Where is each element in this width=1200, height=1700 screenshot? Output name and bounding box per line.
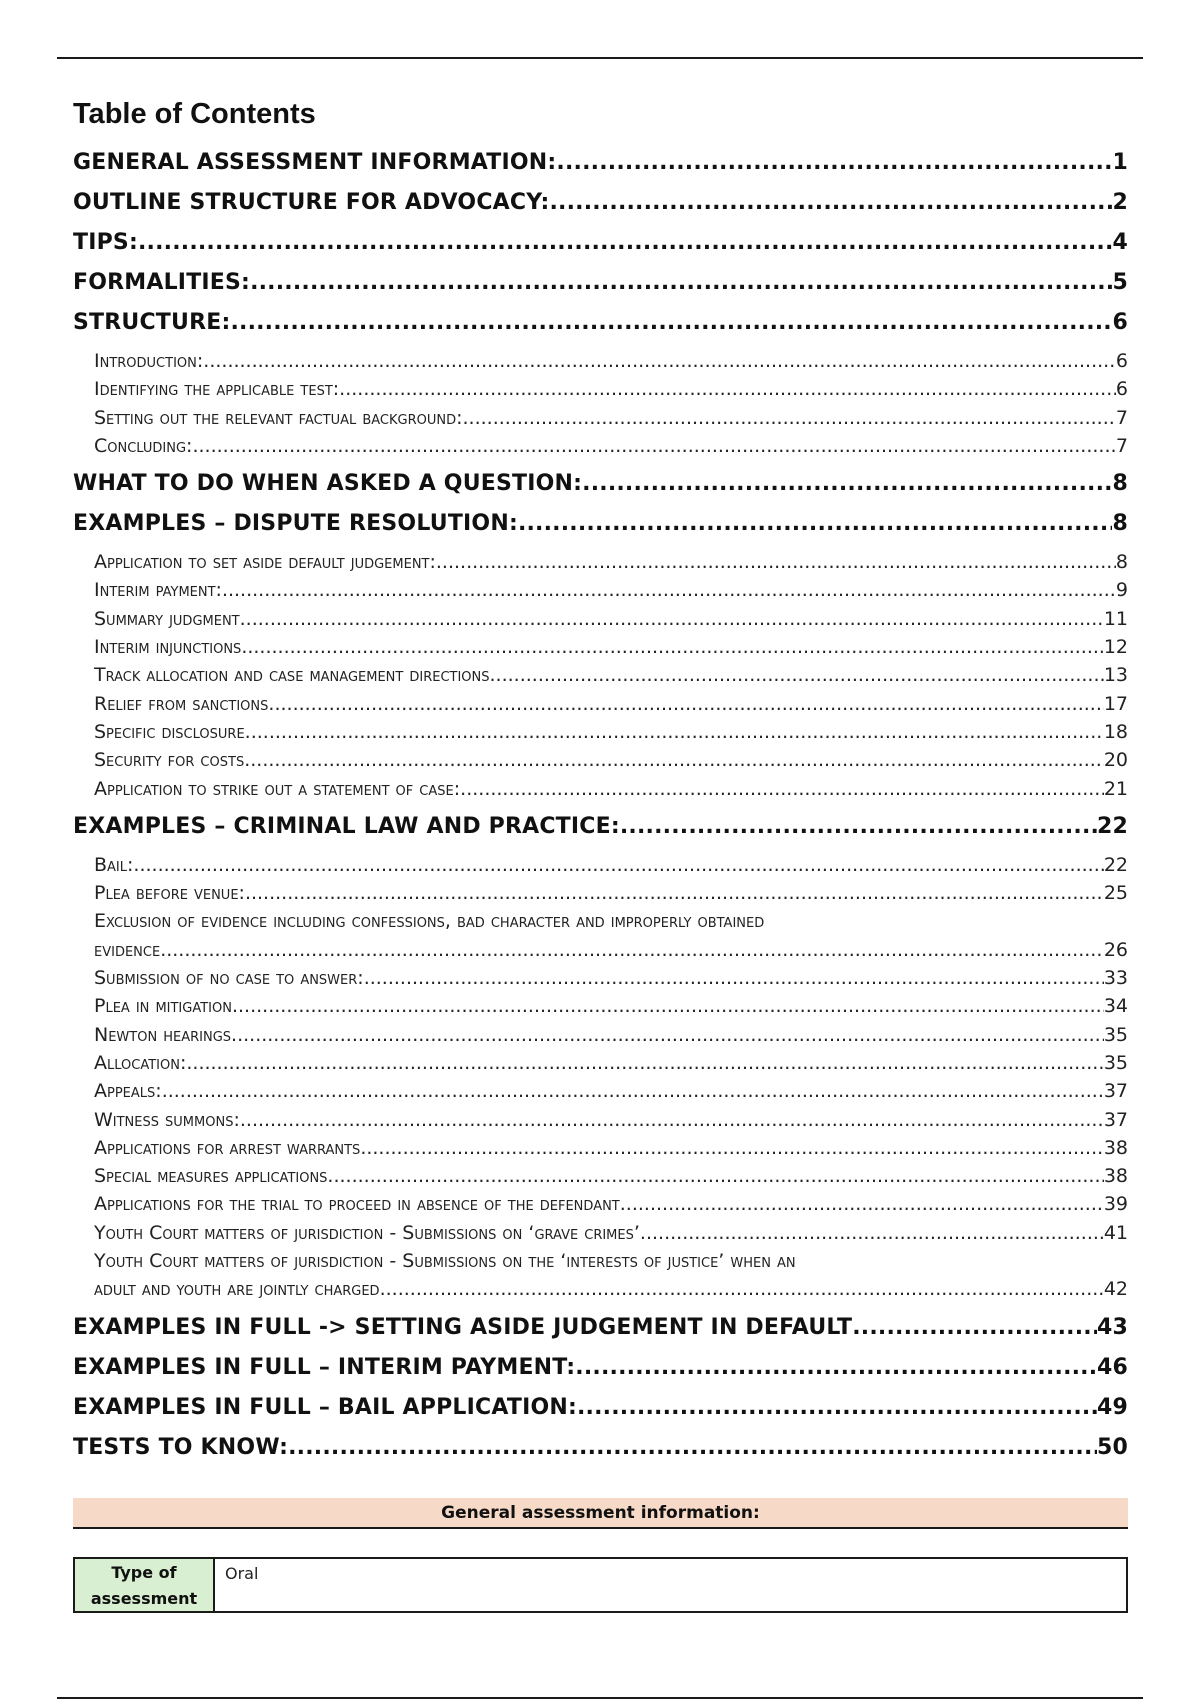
toc-subentry[interactable]: Introduction: ..... 6 xyxy=(94,347,1128,375)
toc-entry-criminal-law[interactable]: EXAMPLES – CRIMINAL LAW AND PRACTICE: ..... 22 xyxy=(73,807,1128,847)
assessment-type-value: Oral xyxy=(225,1564,259,1583)
toc-subentry[interactable]: Bail: ..... 22 xyxy=(94,851,1128,879)
table-of-contents xyxy=(73,143,1128,1468)
section-heading-general-assessment: General assessment information: xyxy=(73,1498,1128,1529)
bottom-rule xyxy=(57,1697,1143,1699)
toc-entry-outline-structure[interactable]: OUTLINE STRUCTURE FOR ADVOCACY: ..... 2 xyxy=(73,183,1128,223)
toc-structure-subsections xyxy=(73,343,1128,464)
toc-subentry[interactable]: Youth Court matters of jurisdiction - Submissions on ‘grave crimes’ ..... 41 xyxy=(94,1219,1128,1247)
toc-subentry[interactable]: Plea in mitigation ..... 34 xyxy=(94,992,1128,1020)
toc-subentry[interactable]: Appeals: ..... 37 xyxy=(94,1077,1128,1105)
toc-subentry[interactable]: Specific disclosure ..... 18 xyxy=(94,718,1128,746)
toc-subentry[interactable]: Newton hearings ..... 35 xyxy=(94,1021,1128,1049)
toc-subentry[interactable]: Setting out the relevant factual background: ..... 7 xyxy=(94,404,1128,432)
toc-subentry[interactable]: Track allocation and case management directions ..... 13 xyxy=(94,661,1128,689)
toc-criminal-subsections xyxy=(73,847,1128,1308)
toc-subentry[interactable]: Relief from sanctions ..... 17 xyxy=(94,690,1128,718)
toc-entry-full-default[interactable]: EXAMPLES IN FULL -> SETTING ASIDE JUDGEMENT IN DEFAULT ..... 43 xyxy=(73,1308,1128,1348)
toc-subentry[interactable]: Security for costs ..... 20 xyxy=(94,746,1128,774)
toc-subentry[interactable]: Interim injunctions ..... 12 xyxy=(94,633,1128,661)
toc-entry-full-bail[interactable]: EXAMPLES IN FULL – BAIL APPLICATION: ..... 49 xyxy=(73,1388,1128,1428)
toc-subentry[interactable]: Application to strike out a statement of case: ..... 21 xyxy=(94,775,1128,803)
toc-subentry-wrapped[interactable]: Exclusion of evidence including confessions, bad character and improperly obtained evidence ..... 26 xyxy=(94,907,1128,964)
toc-subentry[interactable]: Identifying the applicable test: ..... 6 xyxy=(94,375,1128,403)
toc-subentry[interactable]: Interim payment: ..... 9 xyxy=(94,576,1128,604)
assessment-type-label: Type of assessment xyxy=(75,1559,215,1611)
toc-entry-what-to-do[interactable]: WHAT TO DO WHEN ASKED A QUESTION: ..... 8 xyxy=(73,464,1128,504)
toc-entry-tips[interactable]: TIPS: ..... 4 xyxy=(73,223,1128,263)
toc-subentry[interactable]: Applications for the trial to proceed in absence of the defendant ..... 39 xyxy=(94,1190,1128,1218)
toc-entry-dispute-resolution[interactable]: EXAMPLES – DISPUTE RESOLUTION: ..... 8 xyxy=(73,504,1128,544)
toc-subentry[interactable]: Application to set aside default judgement: ..... 8 xyxy=(94,548,1128,576)
assessment-table xyxy=(73,1557,1128,1613)
toc-subentry-wrapped[interactable]: Youth Court matters of jurisdiction - Submissions on the ‘interests of justice’ when an adult and youth are jointly charged ..... 42 xyxy=(94,1247,1128,1304)
toc-subentry[interactable]: Plea before venue: ..... 25 xyxy=(94,879,1128,907)
toc-entry-formalities[interactable]: FORMALITIES: ..... 5 xyxy=(73,263,1128,303)
toc-entry-tests[interactable]: TESTS TO KNOW: ..... 50 xyxy=(73,1428,1128,1468)
top-rule xyxy=(57,57,1143,59)
toc-entry-general-assessment[interactable]: GENERAL ASSESSMENT INFORMATION: ..... 1 xyxy=(73,143,1128,183)
toc-subentry[interactable]: Summary judgment ..... 11 xyxy=(94,605,1128,633)
toc-subentry[interactable]: Applications for arrest warrants ..... 38 xyxy=(94,1134,1128,1162)
toc-dispute-subsections xyxy=(73,544,1128,807)
toc-subentry[interactable]: Allocation: ..... 35 xyxy=(94,1049,1128,1077)
toc-subentry[interactable]: Submission of no case to answer: ..... 33 xyxy=(94,964,1128,992)
toc-entry-full-interim-payment[interactable]: EXAMPLES IN FULL – INTERIM PAYMENT: ..... 46 xyxy=(73,1348,1128,1388)
toc-subentry[interactable]: Witness summons: ..... 37 xyxy=(94,1106,1128,1134)
toc-entry-structure[interactable]: STRUCTURE: ..... 6 xyxy=(73,303,1128,343)
toc-subentry[interactable]: Concluding: ..... 7 xyxy=(94,432,1128,460)
toc-subentry[interactable]: Special measures applications ..... 38 xyxy=(94,1162,1128,1190)
toc-title: Table of Contents xyxy=(73,98,316,130)
